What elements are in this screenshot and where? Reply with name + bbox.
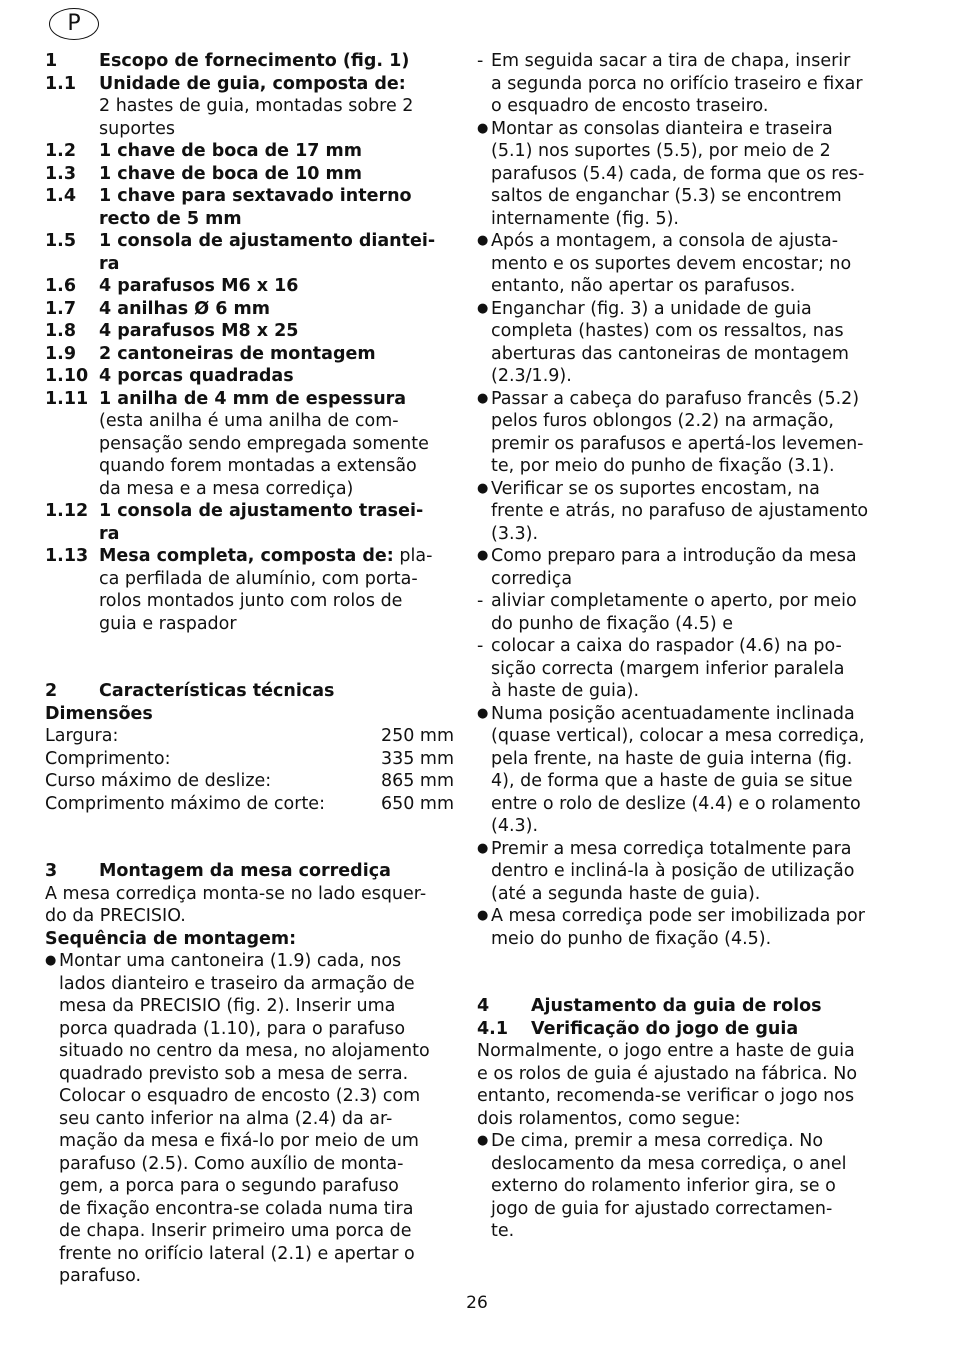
item-number: 1.9 <box>45 343 77 364</box>
text-line: entre o rolo de deslize (4.4) e o rolamento <box>491 793 861 814</box>
item-number: 1.11 <box>45 388 89 409</box>
spec-row <box>45 770 454 793</box>
item-body <box>99 545 454 635</box>
left-column <box>45 50 454 1288</box>
item-title <box>99 320 454 343</box>
list-item <box>45 320 454 343</box>
item-number: 1.12 <box>45 501 89 521</box>
text-line: corrediça <box>491 568 573 589</box>
bullet-marker: ● <box>45 953 57 968</box>
text-line: (5.1) nos suportes (5.5), por meio de 2 <box>491 141 831 161</box>
item-body <box>99 500 454 545</box>
text-line: seu canto inferior na alma (2.4) da ar- <box>59 1108 393 1129</box>
bullet-text <box>491 838 886 906</box>
item-title-text: 1 chave de boca de 10 mm <box>99 163 362 184</box>
spec-label: Largura: <box>45 726 119 746</box>
text-line: parafuso. <box>59 1266 142 1286</box>
text-line: Como preparo para a introdução da mesa <box>491 546 857 566</box>
item-title-text: 4 parafusos M6 x 16 <box>99 276 299 296</box>
bullet-text <box>491 118 886 231</box>
text-line: (até a segunda haste de guia). <box>491 883 761 904</box>
item-number: 1.5 <box>45 231 77 251</box>
item-title-text: 4 porcas quadradas <box>99 366 294 386</box>
item-desc-line: ca perfilada de alumínio, com porta- <box>99 568 418 589</box>
text-line: deslocamento da mesa corrediça, o anel <box>491 1153 847 1174</box>
page-number: 26 <box>466 1293 488 1313</box>
text-line: aberturas das cantoneiras de montagem <box>491 343 849 364</box>
text-line: Montar uma cantoneira (1.9) cada, nos <box>59 951 402 971</box>
bullet-text <box>491 703 886 838</box>
bullet-item <box>477 703 886 838</box>
spec-row <box>45 748 454 771</box>
item-title-text: 1 chave para sextavado interno <box>99 186 412 206</box>
text-line: te. <box>491 1221 515 1241</box>
text-line: Após a montagem, a consola de ajusta- <box>491 231 839 251</box>
text-line: internamente (fig. 5). <box>491 208 679 229</box>
paragraph-line: e os rolos de guia é ajustado na fábrica. No <box>477 1063 858 1084</box>
text-line: quadrado previsto sob a mesa de serra. <box>59 1063 409 1084</box>
paragraph-line: dois rolamentos, como segue: <box>477 1108 741 1129</box>
item-body <box>99 230 454 275</box>
spec-label: Curso máximo de deslize: <box>45 771 272 791</box>
text-line: saltos de enganchar (5.3) se encontrem <box>491 186 842 206</box>
text-line: pela frente, na haste de guia interna (fig. <box>491 748 853 769</box>
item-number: 1.2 <box>45 141 77 161</box>
bullet-item <box>477 478 886 546</box>
text-line: parafuso (2.5). Como auxílio de monta- <box>59 1153 404 1174</box>
right-column <box>477 50 886 1243</box>
item-title-cont: ra <box>99 523 120 544</box>
text-line: pelos furos oblongos (2.2) na armação, <box>491 411 834 431</box>
bullet-item <box>477 298 886 388</box>
text-line: (4.3). <box>491 816 539 836</box>
item-title-cont: recto de 5 mm <box>99 208 242 229</box>
text-line: De cima, premir a mesa corrediça. No <box>491 1131 824 1151</box>
bullet-marker: ● <box>477 233 489 248</box>
section-heading <box>45 680 454 703</box>
item-title <box>99 73 454 96</box>
list-item <box>45 298 454 321</box>
text-line: jogo de guia for ajustado correctamen- <box>491 1198 833 1219</box>
item-number: 1 <box>45 51 58 71</box>
intro-line: A mesa corrediça monta-se no lado esquer- <box>45 883 427 904</box>
item-body <box>99 163 454 186</box>
paragraph-line: entanto, recomenda-se verificar o jogo nos <box>477 1086 855 1106</box>
bullet-text <box>491 905 886 950</box>
item-title-text: 4 parafusos M8 x 25 <box>99 321 299 341</box>
section-number: 4.1 <box>477 1018 509 1039</box>
text-line: o esquadro de encosto traseiro. <box>491 96 769 116</box>
bullet-marker: ● <box>477 390 489 406</box>
text-line: frente e atrás, no parafuso de ajustamento <box>491 501 869 521</box>
text-line: gem, a porca para o segundo parafuso <box>59 1176 399 1196</box>
item-body <box>99 343 454 366</box>
text-line: completa (hastes) com os ressaltos, nas <box>491 321 844 341</box>
list-item <box>45 185 454 230</box>
spec-label: Comprimento: <box>45 748 171 769</box>
item-body <box>99 140 454 163</box>
intro-line: do da PRECISIO. <box>45 906 186 926</box>
item-body <box>99 365 454 388</box>
item-title <box>99 388 454 411</box>
item-number: 1.6 <box>45 276 77 296</box>
spacer <box>45 635 454 680</box>
bullet-item <box>477 545 886 590</box>
bullet-item <box>477 905 886 950</box>
list-item <box>45 545 454 635</box>
item-title <box>99 365 454 388</box>
item-body <box>99 185 454 230</box>
list-item <box>45 50 454 73</box>
language-badge: P <box>49 8 99 40</box>
item-title-text: 2 cantoneiras de montagem <box>99 343 376 364</box>
item-title-text: 1 chave de boca de 17 mm <box>99 141 362 161</box>
item-title-text: Unidade de guia, composta de: <box>99 73 406 94</box>
item-title-text: 4 anilhas Ø 6 mm <box>99 298 271 319</box>
dash-item <box>477 50 886 118</box>
item-body <box>99 320 454 343</box>
item-desc-line: (esta anilha é uma anilha de com- <box>99 411 399 431</box>
text-line: de chapa. Inserir primeiro uma porca de <box>59 1221 412 1241</box>
spec-value: 250 mm <box>380 726 454 746</box>
text-line: sição correcta (margem inferior paralela <box>491 658 845 679</box>
section-title: Verificação do jogo de guia <box>531 1018 799 1039</box>
section-title: Ajustamento da guia de rolos <box>531 996 822 1016</box>
text-line: lados dianteiro e traseiro da armação de <box>59 973 415 994</box>
item-number: 1.1 <box>45 73 77 94</box>
item-number: 1.3 <box>45 163 77 184</box>
list-item <box>45 275 454 298</box>
spacer <box>45 815 454 860</box>
item-title-text: 1 anilha de 4 mm de espessura <box>99 388 407 409</box>
item-body <box>99 275 454 298</box>
list-item <box>45 500 454 545</box>
dimensions-heading: Dimensões <box>45 703 153 724</box>
text-line: aliviar completamente o aperto, por meio <box>491 591 857 611</box>
list-item <box>45 163 454 186</box>
item-number: 1.13 <box>45 546 89 566</box>
text-line: Em seguida sacar a tira de chapa, inserir <box>491 51 851 71</box>
text-line: te, por meio do punho de fixação (3.1). <box>491 456 835 476</box>
bullet-item <box>477 388 886 478</box>
item-number: 1.4 <box>45 186 77 206</box>
bullet-marker: ● <box>477 548 489 563</box>
spec-value: 865 mm <box>380 771 454 791</box>
item-title <box>99 343 454 366</box>
item-desc-line: rolos montados junto com rolos de <box>99 591 403 611</box>
text-line: Premir a mesa corrediça totalmente para <box>491 838 852 859</box>
section-heading <box>477 1018 886 1041</box>
item-title <box>99 185 454 208</box>
text-line: a segunda porca no orifício traseiro e fixar <box>491 73 863 94</box>
dash-marker: - <box>477 51 484 71</box>
text-line: dentro e incliná-la à posição de utilização <box>491 861 855 881</box>
text-line: Passar a cabeça do parafuso francês (5.2) <box>491 388 860 409</box>
item-desc-line: suportes <box>99 118 175 139</box>
bullet-marker: ● <box>477 480 489 496</box>
sequence-heading: Sequência de montagem: <box>45 928 297 949</box>
item-title <box>99 163 454 186</box>
dash-marker: - <box>477 591 484 611</box>
text-line: mação da mesa e fixá-lo por meio de um <box>59 1131 419 1151</box>
text-line: parafusos (5.4) cada, de forma que os res- <box>491 163 865 184</box>
item-number: 1.7 <box>45 298 77 319</box>
bullet-text <box>59 950 454 1288</box>
text-line: Verificar se os suportes encostam, na <box>491 478 820 499</box>
text-line: (3.3). <box>491 523 539 544</box>
bullet-marker: ● <box>477 120 489 136</box>
dash-item <box>477 635 886 703</box>
bullet-text <box>491 635 886 703</box>
section-title: Montagem da mesa corrediça <box>99 861 391 881</box>
spacer <box>477 950 886 995</box>
bullet-marker: ● <box>477 840 489 856</box>
item-title <box>99 500 454 523</box>
item-body <box>99 73 454 141</box>
list-item <box>45 140 454 163</box>
text-line: A mesa corrediça pode ser imobilizada por <box>491 906 865 926</box>
bullet-marker: ● <box>477 908 489 923</box>
item-desc-line: guia e raspador <box>99 613 237 634</box>
bullet-text <box>491 298 886 388</box>
text-line: mesa da PRECISIO (fig. 2). Inserir uma <box>59 996 396 1016</box>
item-title <box>99 545 454 568</box>
item-title <box>99 230 454 253</box>
item-body <box>99 298 454 321</box>
paragraph-line: Normalmente, o jogo entre a haste de guia <box>477 1041 855 1061</box>
item-title-text: 1 consola de ajustamento trasei- <box>99 501 424 521</box>
text-line: Numa posição acentuadamente inclinada <box>491 703 855 724</box>
item-number: 1.8 <box>45 321 77 341</box>
bullet-text <box>491 388 886 478</box>
bullet-text <box>491 478 886 546</box>
text-line: à haste de guia). <box>491 681 640 701</box>
bullet-text <box>491 230 886 298</box>
spec-value: 650 mm <box>380 793 454 814</box>
list-item <box>45 365 454 388</box>
list-item <box>45 230 454 275</box>
bullet-text <box>491 50 886 118</box>
text-line: frente no orifício lateral (2.1) e apertar o <box>59 1243 415 1264</box>
section-heading <box>477 995 886 1018</box>
bullet-marker: ● <box>477 300 489 316</box>
text-line: situado no centro da mesa, no alojamento <box>59 1041 430 1061</box>
text-line: Enganchar (fig. 3) a unidade de guia <box>491 298 812 319</box>
dash-marker: - <box>477 636 484 656</box>
bullet-text <box>491 545 886 590</box>
text-line: (quase vertical), colocar a mesa corrediça, <box>491 726 865 746</box>
spec-label: Comprimento máximo de corte: <box>45 793 325 814</box>
bullet-text <box>491 1130 886 1243</box>
item-title-cont: ra <box>99 253 120 274</box>
item-body <box>99 50 454 73</box>
text-line: colocar a caixa do raspador (4.6) na po- <box>491 636 842 656</box>
section-number: 4 <box>477 996 490 1016</box>
item-title <box>99 140 454 163</box>
spec-value: 335 mm <box>380 748 454 769</box>
item-title-tail: pla- <box>393 546 433 566</box>
bullet-marker: ● <box>477 1133 489 1148</box>
text-line: de fixação encontra-se colada numa tira <box>59 1198 414 1219</box>
bullet-item <box>477 230 886 298</box>
item-desc-line: quando forem montadas a extensão <box>99 456 417 476</box>
text-line: mento e os suportes devem encostar; no <box>491 253 852 274</box>
item-title <box>99 298 454 321</box>
text-line: externo do rolamento inferior gira, se o <box>491 1176 836 1196</box>
bullet-item <box>477 118 886 231</box>
text-line: Colocar o esquadro de encosto (2.3) com <box>59 1086 421 1106</box>
text-line: entanto, não apertar os parafusos. <box>491 276 796 296</box>
text-line: Montar as consolas dianteira e traseira <box>491 118 833 139</box>
item-title <box>99 50 454 73</box>
section-number: 2 <box>45 681 58 701</box>
text-line: (2.3/1.9). <box>491 366 572 386</box>
item-desc-line: da mesa e a mesa corrediça) <box>99 478 354 499</box>
list-item <box>45 343 454 366</box>
section-title: Características técnicas <box>99 681 335 701</box>
bullet-marker: ● <box>477 705 489 721</box>
item-number: 1.10 <box>45 366 89 386</box>
spec-row <box>45 725 454 748</box>
list-item <box>45 73 454 141</box>
text-line: premir os parafusos e apertá-los levemen- <box>491 433 864 454</box>
bullet-item <box>477 1130 886 1243</box>
section-heading <box>45 860 454 883</box>
bullet-item <box>45 950 454 1288</box>
list-item <box>45 388 454 501</box>
item-desc-line: pensação sendo empregada somente <box>99 433 429 454</box>
text-line: do punho de fixação (4.5) e <box>491 613 734 634</box>
text-line: 4), de forma que a haste de guia se situe <box>491 771 853 791</box>
bullet-text <box>491 590 886 635</box>
text-line: porca quadrada (1.10), para o parafuso <box>59 1018 406 1039</box>
item-title-text: Mesa completa, composta de: <box>99 546 394 566</box>
spec-row <box>45 793 454 816</box>
item-title-text: 1 consola de ajustamento diantei- <box>99 231 436 251</box>
dash-item <box>477 590 886 635</box>
item-title <box>99 275 454 298</box>
section-number: 3 <box>45 861 58 881</box>
bullet-item <box>477 838 886 906</box>
item-body <box>99 388 454 501</box>
text-line: meio do punho de fixação (4.5). <box>491 928 772 949</box>
item-title-text: Escopo de fornecimento (fig. 1) <box>99 51 410 71</box>
item-desc-line: 2 hastes de guia, montadas sobre 2 <box>99 96 414 116</box>
